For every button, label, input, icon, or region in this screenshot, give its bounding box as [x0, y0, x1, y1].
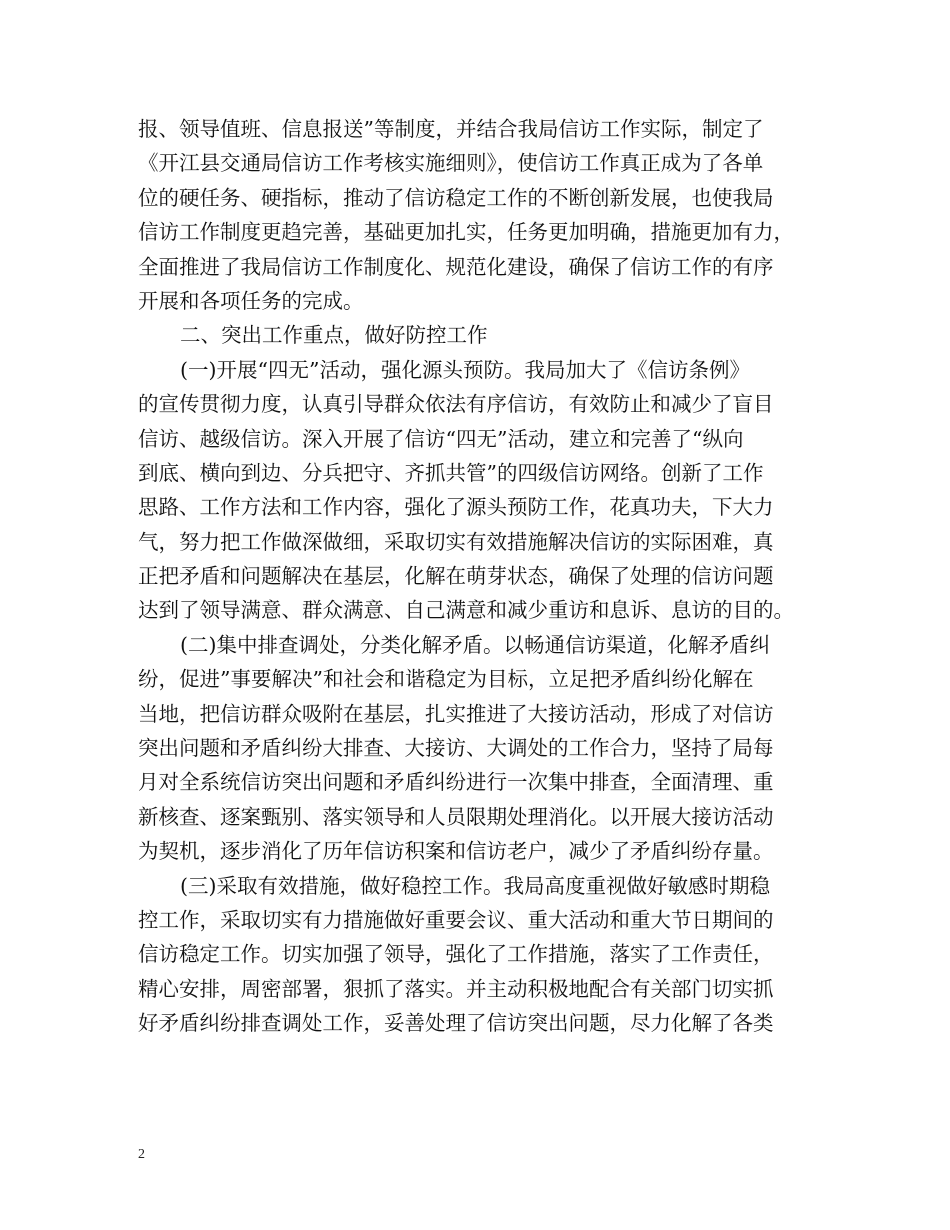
text-line: 控工作，采取切实有力措施做好重要会议、重大活动和重大节日期间的 — [138, 907, 774, 932]
text-line: 报、领导值班、信息报送”等制度，并结合我局信访工作实际，制定了 — [138, 117, 764, 141]
text-line: 新核查、逐案甄别、落实领导和人员限期处理消化。以开展大接访活动 — [138, 804, 774, 829]
text-line: 信访稳定工作。切实加强了领导，强化了工作措施，落实了工作责任， — [138, 942, 774, 967]
text-line: 月对全系统信访突出问题和矛盾纠纷进行一次集中排查，全面清理、重 — [138, 770, 774, 795]
text-line: (二)集中排查调处，分类化解矛盾。以畅通信访渠道，化解矛盾纠 — [180, 632, 770, 657]
text-line: 正把矛盾和问题解决在基层，化解在萌芽状态，确保了处理的信访问题 — [138, 564, 774, 589]
body-text — [138, 112, 820, 1041]
text-line: 达到了领导满意、群众满意、自己满意和减少重访和息诉、息访的目的。 — [138, 598, 794, 623]
text-line: (三)采取有效措施，做好稳控工作。我局高度重视做好敏感时期稳 — [180, 873, 770, 898]
text-line: 好矛盾纠纷排查调处工作，妥善处理了信访突出问题，尽力化解了各类 — [138, 1011, 774, 1036]
text-line: 开展和各项任务的完成。 — [138, 288, 364, 313]
text-line: 《开江县交通局信访工作考核实施细则》，使信访工作真正成为了各单 — [138, 151, 764, 176]
text-line: 纷，促进”事要解决”和社会和谐稳定为目标，立足把矛盾纠纷化解在 — [138, 667, 754, 692]
text-line: 信访、越级信访。深入开展了信访“四无”活动，建立和完善了“纵向 — [138, 426, 744, 451]
text-line: 当地，把信访群众吸附在基层，扎实推进了大接访活动，形成了对信访 — [138, 701, 774, 726]
text-line: 的宣传贯彻力度，认真引导群众依法有序信访，有效防止和减少了盲目 — [138, 392, 774, 417]
text-line: 思路、工作方法和工作内容，强化了源头预防工作，花真功夫，下大力 — [138, 495, 774, 520]
text-line: 二、突出工作重点，做好防控工作 — [180, 323, 488, 348]
text-line: 精心安排，周密部署，狠抓了落实。并主动积极地配合有关部门切实抓 — [138, 976, 774, 1001]
text-line: 为契机，逐步消化了历年信访积案和信访老户，减少了矛盾纠纷存量。 — [138, 839, 774, 864]
text-line: 气，努力把工作做深做细，采取切实有效措施解决信访的实际困难，真 — [138, 529, 774, 554]
text-line: 到底、横向到边、分兵把守、齐抓共管”的四级信访网络。创新了工作 — [138, 460, 764, 485]
text-line: 全面推进了我局信访工作制度化、规范化建设，确保了信访工作的有序 — [138, 254, 774, 279]
text-line: 突出问题和矛盾纠纷大排查、大接访、大调处的工作合力，坚持了局每 — [138, 736, 774, 761]
text-line: (一)开展“四无”活动，强化源头预防。我局加大了《信访条例》 — [180, 357, 750, 382]
text-line: 信访工作制度更趋完善，基础更加扎实，任务更加明确，措施更加有力， — [138, 220, 794, 245]
text-line: 位的硬任务、硬指标，推动了信访稳定工作的不断创新发展，也使我局 — [138, 185, 774, 210]
page-number: 2 — [138, 1147, 145, 1162]
